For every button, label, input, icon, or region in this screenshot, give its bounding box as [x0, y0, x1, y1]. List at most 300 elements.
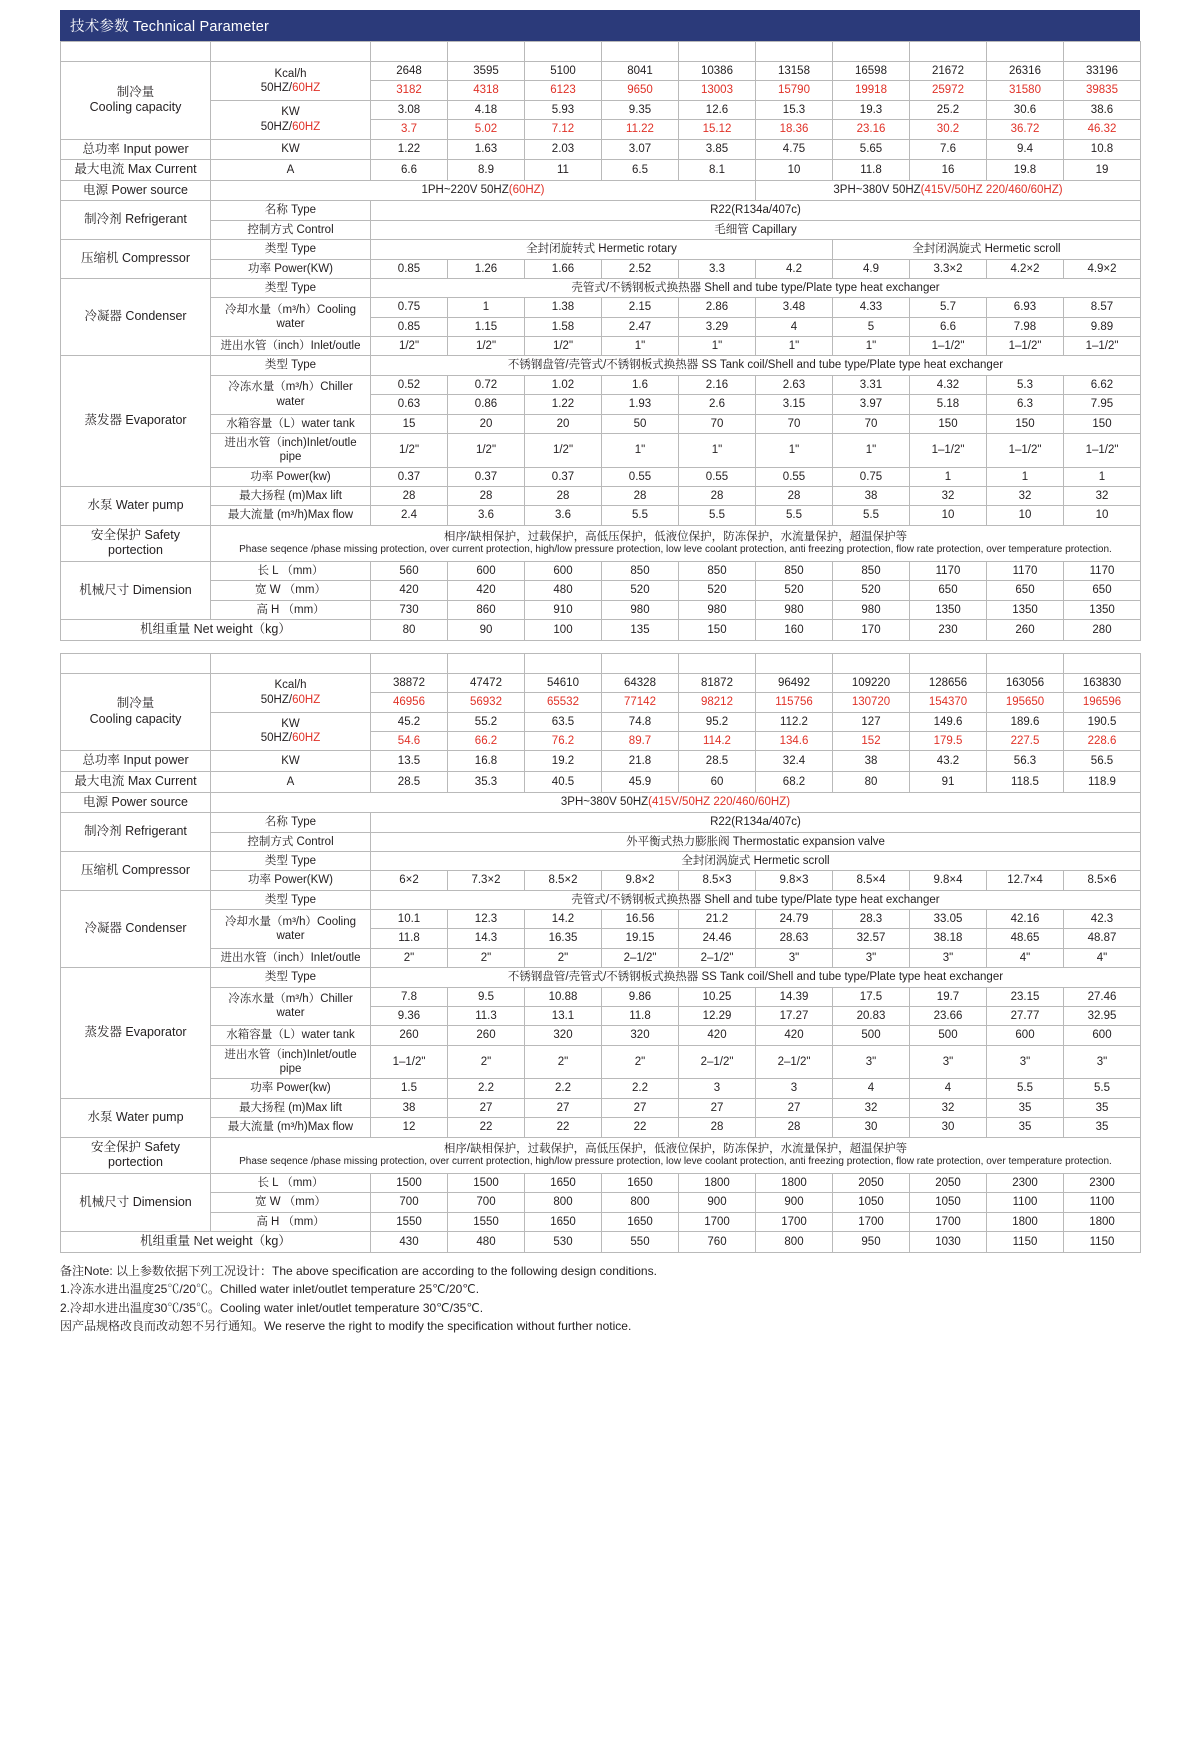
cell: 0.55	[602, 467, 679, 486]
cell: 1.38	[525, 298, 602, 317]
table-row	[61, 562, 1141, 581]
cell: 980	[756, 600, 833, 619]
cell: 480	[525, 581, 602, 600]
cell: 13158	[756, 62, 833, 81]
cell: 1650	[602, 1173, 679, 1192]
cell: 1.63	[448, 139, 525, 160]
cell: 45.9	[602, 771, 679, 792]
model-col: MK-6W	[833, 42, 910, 62]
table-row	[61, 871, 1141, 890]
table-row	[61, 1231, 1141, 1252]
cell: 154370	[910, 693, 987, 712]
cell: 56.3	[987, 751, 1064, 772]
cell: 152	[833, 731, 910, 750]
cell: 3.97	[833, 395, 910, 414]
cell: 1800	[987, 1212, 1064, 1231]
cell: 9.8×2	[602, 871, 679, 890]
cell: 3"	[1064, 1045, 1141, 1079]
cell: 32	[910, 487, 987, 506]
cell: 6.62	[1064, 375, 1141, 394]
cell: 74.8	[602, 712, 679, 731]
cell: 700	[448, 1193, 525, 1212]
cell: 7.8	[371, 987, 448, 1006]
cell: 530	[525, 1231, 602, 1252]
sub-label-length: 长 L （mm）	[211, 562, 371, 581]
cell: 3.08	[371, 100, 448, 119]
row-label-condenser: 冷凝器 Condenser	[61, 890, 211, 968]
cell: 600	[448, 562, 525, 581]
cell: 1500	[371, 1173, 448, 1192]
cell: 28	[679, 487, 756, 506]
unit-kcal: Kcal/h	[274, 679, 307, 692]
table-row	[61, 1193, 1141, 1212]
cell: 80	[833, 771, 910, 792]
cell: 600	[525, 562, 602, 581]
cell: 7.3×2	[448, 871, 525, 890]
table-row	[61, 278, 1141, 297]
cell: 6.6	[371, 160, 448, 181]
cell: 28	[371, 487, 448, 506]
cell: 850	[833, 562, 910, 581]
cell: 5.5	[602, 506, 679, 525]
row-label-input-power: 总功率 Input power	[61, 751, 211, 772]
cell: 15790	[756, 81, 833, 100]
unit-50hz: 50HZ/	[260, 120, 293, 133]
cell: 280	[1064, 620, 1141, 641]
cell: 150	[910, 414, 987, 433]
cell: 8.5×3	[679, 871, 756, 890]
cell: 4318	[448, 81, 525, 100]
cell: 2300	[987, 1173, 1064, 1192]
table-row	[61, 220, 1141, 239]
cell: 25972	[910, 81, 987, 100]
cell: 60	[679, 771, 756, 792]
table-row	[61, 600, 1141, 619]
cell: 16.35	[525, 929, 602, 948]
cell: 14.39	[756, 987, 833, 1006]
cell: 3182	[371, 81, 448, 100]
table-row	[61, 160, 1141, 181]
cell: 150	[987, 414, 1064, 433]
sub-label-water-tank: 水箱容量（L）water tank	[211, 1026, 371, 1045]
cell: 4	[910, 1079, 987, 1098]
cell: 160	[756, 620, 833, 641]
cell: 3.6	[448, 506, 525, 525]
cell: 150	[679, 620, 756, 641]
cell: 13.5	[371, 751, 448, 772]
unit-a: A	[211, 771, 371, 792]
cell-refrigerant-name: R22(R134a/407c)	[371, 201, 1141, 220]
cell: 35	[987, 1098, 1064, 1117]
cell: 20	[525, 414, 602, 433]
cell: 42.16	[987, 910, 1064, 929]
header-model: 型号Model	[211, 42, 371, 62]
cell: 2.6	[679, 395, 756, 414]
table-row	[61, 1098, 1141, 1117]
cell: 1	[448, 298, 525, 317]
cell: 19.8	[987, 160, 1064, 181]
cell: 64328	[602, 673, 679, 692]
cell: 2.63	[756, 375, 833, 394]
cell: 4.2×2	[987, 259, 1064, 278]
footnotes	[60, 1262, 1140, 1336]
sub-label-type: 类型 Type	[211, 968, 371, 987]
cell: 2"	[371, 948, 448, 967]
cell: 850	[756, 562, 833, 581]
table-row	[61, 1118, 1141, 1137]
cell: 134.6	[756, 731, 833, 750]
header-item: 项目Item	[61, 42, 211, 62]
cell: 163056	[987, 673, 1064, 692]
cell: 500	[910, 1026, 987, 1045]
row-label-compressor: 压缩机 Compressor	[61, 851, 211, 890]
cell: 10	[756, 160, 833, 181]
cell: 1	[1064, 467, 1141, 486]
cell: 1550	[371, 1212, 448, 1231]
cell: 32.95	[1064, 1006, 1141, 1025]
cell: 700	[371, 1193, 448, 1212]
table-row	[61, 751, 1141, 772]
cell: 0.72	[448, 375, 525, 394]
cell: 10386	[679, 62, 756, 81]
cell: 2.2	[602, 1079, 679, 1098]
cell-power-source-left	[211, 180, 756, 201]
unit-50hz: 50HZ/	[260, 81, 293, 94]
cell: 1170	[1064, 562, 1141, 581]
cell: 1350	[910, 600, 987, 619]
cell: 1170	[910, 562, 987, 581]
cell: 11	[525, 160, 602, 181]
cell: 4.33	[833, 298, 910, 317]
cell: 2"	[525, 1045, 602, 1079]
cell: 1800	[756, 1173, 833, 1192]
cell: 149.6	[910, 712, 987, 731]
cell: 500	[833, 1026, 910, 1045]
cell: 5.5	[833, 506, 910, 525]
cell: 5.65	[833, 139, 910, 160]
cell: 320	[602, 1026, 679, 1045]
page-title: 技术参数 Technical Parameter	[60, 10, 1140, 41]
cell: 1/2"	[371, 337, 448, 356]
cell: 27	[448, 1098, 525, 1117]
cell: 3.07	[602, 139, 679, 160]
cell: 0.55	[679, 467, 756, 486]
cell: 16	[910, 160, 987, 181]
cell: 19	[1064, 160, 1141, 181]
cell: 70	[756, 414, 833, 433]
cell: 81872	[679, 673, 756, 692]
cell: 26316	[987, 62, 1064, 81]
sub-label-height: 高 H （mm）	[211, 600, 371, 619]
cell: 3.15	[756, 395, 833, 414]
cell: 15.12	[679, 120, 756, 139]
table-row	[61, 139, 1141, 160]
cell: 550	[602, 1231, 679, 1252]
cell: 27	[525, 1098, 602, 1117]
cell: 2"	[602, 1045, 679, 1079]
cell: 32	[987, 487, 1064, 506]
cell: 14.3	[448, 929, 525, 948]
cell: 9.8×3	[756, 871, 833, 890]
cell: 38	[833, 487, 910, 506]
cell: 66.2	[448, 731, 525, 750]
unit-60hz: 60HZ	[292, 81, 321, 94]
spec-table-1	[60, 41, 1141, 641]
cell: 118.9	[1064, 771, 1141, 792]
power-source-left-red: (60HZ)	[508, 184, 545, 197]
model-col: MK-18WD	[448, 653, 525, 673]
cell: 1030	[910, 1231, 987, 1252]
cell: 39835	[1064, 81, 1141, 100]
cell: 10.8	[1064, 139, 1141, 160]
row-label-water-pump: 水泵 Water pump	[61, 1098, 211, 1137]
cell-control-type: 毛细管 Capillary	[371, 220, 1141, 239]
cell: 27	[679, 1098, 756, 1117]
cell: 56.5	[1064, 751, 1141, 772]
cell: 100	[525, 620, 602, 641]
cell: 3	[679, 1079, 756, 1098]
cell: 420	[448, 581, 525, 600]
row-label-safety: 安全保护 Safety portection	[61, 1137, 211, 1173]
cell: 40.5	[525, 771, 602, 792]
cell: 196596	[1064, 693, 1141, 712]
cell: 21672	[910, 62, 987, 81]
cell: 3.31	[833, 375, 910, 394]
cell: 55.2	[448, 712, 525, 731]
unit-60hz: 60HZ	[292, 732, 321, 745]
cell: 320	[525, 1026, 602, 1045]
cell: 0.37	[525, 467, 602, 486]
cell: 11.22	[602, 120, 679, 139]
table-row	[61, 968, 1141, 987]
cell: 19.3	[833, 100, 910, 119]
model-col: MK-1W	[371, 42, 448, 62]
cell: 19.15	[602, 929, 679, 948]
row-label-dimension: 机械尺寸 Dimension	[61, 1173, 211, 1231]
cell: 2"	[525, 948, 602, 967]
sub-label-width: 宽 W （mm）	[211, 581, 371, 600]
cell: 1700	[910, 1212, 987, 1231]
safety-cn: 相序/缺相保护，过载保护，高低压保护，低液位保护，防冻保护，水流量保护，超温保护等	[443, 1142, 908, 1155]
model-col: MK-10WD	[987, 42, 1064, 62]
cell: 5	[833, 317, 910, 336]
table-row	[61, 581, 1141, 600]
cell: 32	[833, 1098, 910, 1117]
row-label-refrigerant: 制冷剂 Refrigerant	[61, 813, 211, 852]
cell: 16.56	[602, 910, 679, 929]
row-label-cooling-capacity	[61, 673, 211, 751]
row-label-max-current: 最大电流 Max Current	[61, 771, 211, 792]
cell: 4	[756, 317, 833, 336]
power-source-red: (415V/50HZ 220/460/60HZ)	[648, 796, 791, 809]
cell: 520	[602, 581, 679, 600]
cell: 5.18	[910, 395, 987, 414]
safety-en: Phase seqence /phase missing protection, over current protection, high/low pressure protection, low leve coolant protection, anti freezing protection, flow rate protection, over temperature protection.	[239, 544, 1112, 556]
cell: 2–1/2"	[602, 948, 679, 967]
cell: 1050	[910, 1193, 987, 1212]
cell: 10	[910, 506, 987, 525]
cell: 63.5	[525, 712, 602, 731]
cell: 8.1	[679, 160, 756, 181]
model-col: MK-35WT	[756, 653, 833, 673]
cell: 850	[679, 562, 756, 581]
cell: 9.86	[602, 987, 679, 1006]
safety-en: Phase seqence /phase missing protection, over current protection, high/low pressure protection, low leve coolant protection, anti freezing protection, flow rate protection, over temperature protection.	[239, 1156, 1112, 1168]
model-col: MK-3W	[602, 42, 679, 62]
model-col: MK-5W	[756, 42, 833, 62]
cell: 46.32	[1064, 120, 1141, 139]
sub-label-inlet-outlet: 进出水管（inch）Inlet/outle	[211, 948, 371, 967]
cell: 3"	[756, 948, 833, 967]
cell: 36.72	[987, 120, 1064, 139]
cell: 4.9	[833, 259, 910, 278]
table-gap	[60, 641, 1140, 653]
cell: 25.2	[910, 100, 987, 119]
cell: 1/2"	[448, 337, 525, 356]
cell: 5.5	[987, 1079, 1064, 1098]
cell: 2.2	[525, 1079, 602, 1098]
cell: 1"	[833, 433, 910, 467]
table-row	[61, 792, 1141, 813]
cell: 1"	[679, 433, 756, 467]
cell: 227.5	[987, 731, 1064, 750]
sub-label-width: 宽 W （mm）	[211, 1193, 371, 1212]
sub-label-length: 长 L （mm）	[211, 1173, 371, 1192]
cell: 1550	[448, 1212, 525, 1231]
header-item: 项目Item	[61, 653, 211, 673]
sub-label-inlet-outlet: 进出水管（inch）Inlet/outle	[211, 337, 371, 356]
sub-label-control: 控制方式 Control	[211, 832, 371, 851]
cell: 0.55	[756, 467, 833, 486]
table-row	[61, 337, 1141, 356]
cell: 9.4	[987, 139, 1064, 160]
cell: 91	[910, 771, 987, 792]
row-label-max-current: 最大电流 Max Current	[61, 160, 211, 181]
cell: 2.47	[602, 317, 679, 336]
cell: 12	[371, 1118, 448, 1137]
cell: 3"	[833, 948, 910, 967]
cell: 21.8	[602, 751, 679, 772]
power-source-left-text: 1PH~220V 50HZ	[421, 184, 509, 197]
cell: 31580	[987, 81, 1064, 100]
cell: 11.8	[833, 160, 910, 181]
cell: 38872	[371, 673, 448, 692]
power-source-text: 3PH~380V 50HZ	[560, 796, 649, 809]
cell: 11.3	[448, 1006, 525, 1025]
cell: 520	[679, 581, 756, 600]
cell: 980	[679, 600, 756, 619]
table-row	[61, 180, 1141, 201]
cell: 1"	[756, 433, 833, 467]
cell: 3595	[448, 62, 525, 81]
cell: 0.85	[371, 317, 448, 336]
cell: 228.6	[1064, 731, 1141, 750]
cell: 2–1/2"	[679, 1045, 756, 1079]
cell: 8.5×4	[833, 871, 910, 890]
cell: 23.66	[910, 1006, 987, 1025]
row-label-power-source: 电源 Power source	[61, 792, 211, 813]
cell: 9.89	[1064, 317, 1141, 336]
table-row	[61, 298, 1141, 317]
cell: 560	[371, 562, 448, 581]
sub-label-pump-power: 功率 Power(kw)	[211, 467, 371, 486]
cell: 118.5	[987, 771, 1064, 792]
cell: 3.85	[679, 139, 756, 160]
sub-label-type: 类型 Type	[211, 890, 371, 909]
cell: 10.25	[679, 987, 756, 1006]
cell: 27.46	[1064, 987, 1141, 1006]
cell: 20.83	[833, 1006, 910, 1025]
cell: 28.63	[756, 929, 833, 948]
cell: 54.6	[371, 731, 448, 750]
unit-60hz: 60HZ	[292, 693, 321, 706]
table-row	[61, 375, 1141, 394]
cell: 4.9×2	[1064, 259, 1141, 278]
spec-table-2	[60, 653, 1141, 1253]
cell: 22	[525, 1118, 602, 1137]
cell: 8041	[602, 62, 679, 81]
cell: 7.95	[1064, 395, 1141, 414]
cell: 7.12	[525, 120, 602, 139]
cell: 20	[448, 414, 525, 433]
cell: 1.93	[602, 395, 679, 414]
cell: 10.1	[371, 910, 448, 929]
cell: 23.16	[833, 120, 910, 139]
cell: 0.52	[371, 375, 448, 394]
cell: 9650	[602, 81, 679, 100]
cell: 12.3	[448, 910, 525, 929]
cell: 0.75	[833, 467, 910, 486]
cell: 27.77	[987, 1006, 1064, 1025]
cell: 47472	[448, 673, 525, 692]
unit-kw: KW	[281, 106, 300, 119]
model-col: MK-25WD	[602, 653, 679, 673]
cell: 1800	[1064, 1212, 1141, 1231]
cell: 600	[987, 1026, 1064, 1045]
row-label-refrigerant: 制冷剂 Refrigerant	[61, 201, 211, 240]
cell: 80	[371, 620, 448, 641]
cell: 28	[602, 487, 679, 506]
cell-power-source-right	[756, 180, 1141, 201]
label-cn: 制冷量	[116, 696, 155, 711]
row-label-power-source: 电源 Power source	[61, 180, 211, 201]
cell: 600	[1064, 1026, 1141, 1045]
cell: 48.87	[1064, 929, 1141, 948]
cell: 95.2	[679, 712, 756, 731]
cell: 7.6	[910, 139, 987, 160]
cell: 22	[448, 1118, 525, 1137]
cell: 650	[987, 581, 1064, 600]
cell: 70	[833, 414, 910, 433]
cell: 150	[1064, 414, 1141, 433]
sub-label-type: 类型 Type	[211, 851, 371, 870]
cell: 70	[679, 414, 756, 433]
cell: 2"	[448, 948, 525, 967]
cell: 179.5	[910, 731, 987, 750]
cell: 9.36	[371, 1006, 448, 1025]
table-row	[61, 100, 1141, 119]
cell: 43.2	[910, 751, 987, 772]
model-col: MK-12WD	[1064, 42, 1141, 62]
table-row	[61, 910, 1141, 929]
cell: 8.9	[448, 160, 525, 181]
unit-kw: KW	[211, 139, 371, 160]
cell: 430	[371, 1231, 448, 1252]
cell: 1/2"	[448, 433, 525, 467]
cell: 170	[833, 620, 910, 641]
cell: 1.58	[525, 317, 602, 336]
cell: 650	[1064, 581, 1141, 600]
